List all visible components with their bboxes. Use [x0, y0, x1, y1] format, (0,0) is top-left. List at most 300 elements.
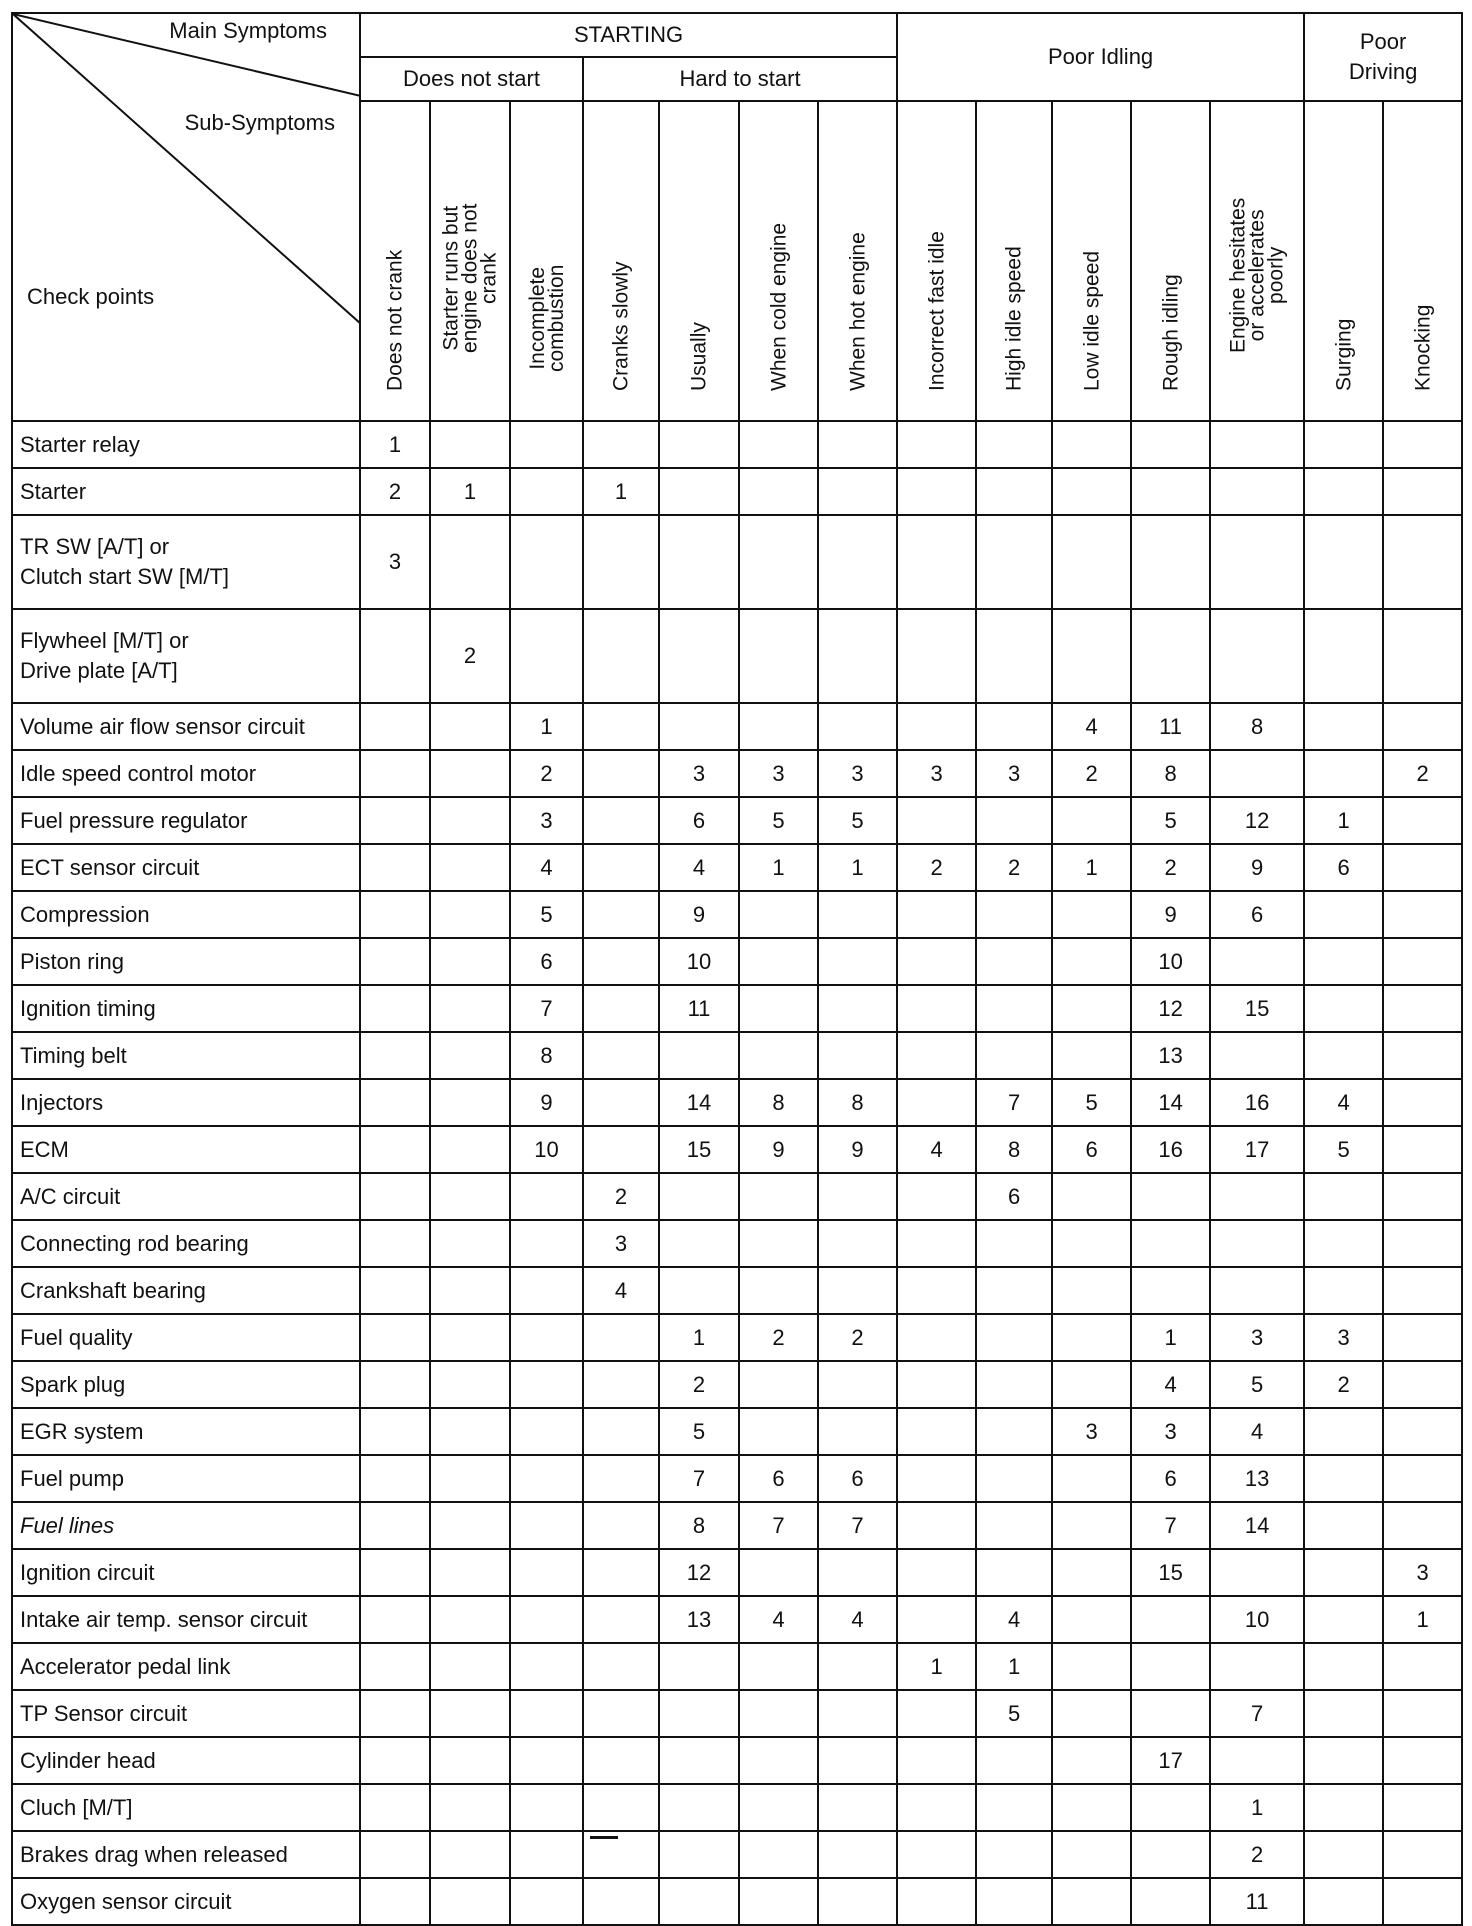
priority-cell: [583, 938, 659, 985]
priority-cell: [1383, 1361, 1462, 1408]
priority-cell: [583, 1314, 659, 1361]
priority-cell: [360, 891, 430, 938]
priority-cell: [739, 703, 818, 750]
priority-cell: 5: [1052, 1079, 1131, 1126]
priority-cell: 5: [659, 1408, 739, 1455]
priority-cell: [1210, 515, 1304, 609]
check-point-label: [12, 938, 360, 985]
check-point-line: Drive plate [A/T]: [20, 658, 178, 683]
priority-cell: [897, 891, 976, 938]
priority-cell: [430, 844, 510, 891]
check-point-label: [12, 1220, 360, 1267]
priority-cell: [976, 1878, 1052, 1925]
priority-cell: [360, 1220, 430, 1267]
sub-symptom-header: [1383, 101, 1462, 421]
check-point-line: Fuel pressure regulator: [20, 807, 248, 833]
priority-cell: [739, 468, 818, 515]
priority-cell: 15: [659, 1126, 739, 1173]
priority-cell: [1304, 515, 1383, 609]
priority-cell: 2: [739, 1314, 818, 1361]
priority-cell: [430, 1878, 510, 1925]
priority-cell: [430, 1267, 510, 1314]
priority-cell: [739, 1408, 818, 1455]
check-point-label: [12, 1314, 360, 1361]
priority-cell: [1052, 1596, 1131, 1643]
table-row: [12, 1408, 1462, 1455]
priority-cell: 8: [1131, 750, 1210, 797]
priority-cell: [818, 1032, 897, 1079]
priority-cell: 4: [818, 1596, 897, 1643]
table-row: [12, 703, 1462, 750]
priority-cell: [659, 1737, 739, 1784]
priority-cell: 3: [1131, 1408, 1210, 1455]
check-point-label: [12, 1878, 360, 1925]
priority-cell: [1131, 1643, 1210, 1690]
priority-cell: [360, 844, 430, 891]
priority-cell: [510, 1831, 583, 1878]
table-row: [12, 844, 1462, 891]
priority-cell: [1210, 421, 1304, 468]
priority-cell: [1304, 468, 1383, 515]
priority-cell: [360, 1032, 430, 1079]
priority-cell: 6: [976, 1173, 1052, 1220]
priority-cell: 12: [1131, 985, 1210, 1032]
priority-cell: 7: [739, 1502, 818, 1549]
sub-symptom-label: [383, 249, 407, 391]
priority-cell: [659, 468, 739, 515]
priority-cell: [1210, 1267, 1304, 1314]
priority-cell: [976, 1267, 1052, 1314]
priority-cell: [360, 1079, 430, 1126]
priority-cell: [583, 1502, 659, 1549]
priority-cell: [897, 1549, 976, 1596]
priority-cell: 3: [1383, 1549, 1462, 1596]
priority-cell: [360, 703, 430, 750]
priority-cell: [430, 1455, 510, 1502]
group-hard-to-start: Hard to start: [583, 57, 897, 101]
priority-cell: [659, 1267, 739, 1314]
sub-symptom-line: poorly: [1264, 246, 1288, 304]
group-poor-driving: Poor Driving: [1304, 13, 1462, 101]
priority-cell: [739, 1831, 818, 1878]
table-row: [12, 1220, 1462, 1267]
priority-cell: [818, 985, 897, 1032]
priority-cell: [510, 1173, 583, 1220]
priority-cell: [976, 468, 1052, 515]
table-row: [12, 1878, 1462, 1925]
priority-cell: [360, 1643, 430, 1690]
priority-cell: [1052, 1878, 1131, 1925]
priority-cell: 4: [739, 1596, 818, 1643]
check-point-rows: [12, 421, 1462, 1925]
priority-cell: [976, 1455, 1052, 1502]
priority-cell: [583, 891, 659, 938]
priority-cell: [583, 1032, 659, 1079]
table-row: [12, 468, 1462, 515]
priority-cell: [976, 703, 1052, 750]
priority-cell: [818, 1643, 897, 1690]
priority-cell: 8: [976, 1126, 1052, 1173]
priority-cell: [739, 985, 818, 1032]
priority-cell: [510, 1878, 583, 1925]
table-row: [12, 1267, 1462, 1314]
check-point-line: ECM: [20, 1136, 69, 1162]
priority-cell: 1: [1383, 1596, 1462, 1643]
priority-cell: [739, 1784, 818, 1831]
priority-cell: [659, 1220, 739, 1267]
priority-cell: 6: [1304, 844, 1383, 891]
priority-cell: [1052, 609, 1131, 703]
priority-cell: [739, 515, 818, 609]
priority-cell: [818, 1267, 897, 1314]
check-point-line: Intake air temp. sensor circuit: [20, 1606, 308, 1632]
priority-cell: 11: [1210, 1878, 1304, 1925]
priority-cell: 15: [1210, 985, 1304, 1032]
priority-cell: [430, 1220, 510, 1267]
priority-cell: [659, 515, 739, 609]
priority-cell: 2: [1210, 1831, 1304, 1878]
priority-cell: 5: [976, 1690, 1052, 1737]
priority-cell: [1052, 1361, 1131, 1408]
priority-cell: 2: [1383, 750, 1462, 797]
diagnosis-table: [11, 12, 1463, 1926]
check-point-line: Starter relay: [20, 431, 140, 457]
priority-cell: 14: [1210, 1502, 1304, 1549]
check-point-line: Volume air flow sensor circuit: [20, 713, 305, 739]
priority-cell: 2: [510, 750, 583, 797]
sub-symptom-line: Surging: [1332, 318, 1356, 391]
priority-cell: [1383, 1079, 1462, 1126]
priority-cell: [1383, 609, 1462, 703]
priority-cell: [897, 1079, 976, 1126]
priority-cell: [897, 1596, 976, 1643]
sub-symptom-label: [609, 261, 633, 391]
check-point-line: Fuel lines: [20, 1512, 115, 1538]
priority-cell: [659, 1643, 739, 1690]
sub-symptom-line: High idle speed: [1002, 246, 1026, 391]
priority-cell: [818, 609, 897, 703]
priority-cell: [659, 1878, 739, 1925]
priority-cell: [510, 1267, 583, 1314]
priority-cell: [1131, 1690, 1210, 1737]
sub-symptom-line: crank: [477, 252, 501, 304]
priority-cell: [897, 1784, 976, 1831]
sub-symptom-header: [1052, 101, 1131, 421]
priority-cell: [583, 1408, 659, 1455]
priority-cell: [510, 515, 583, 609]
priority-cell: [1304, 1784, 1383, 1831]
priority-cell: [1052, 1455, 1131, 1502]
priority-cell: [1383, 421, 1462, 468]
priority-cell: [1304, 703, 1383, 750]
priority-cell: [739, 421, 818, 468]
priority-cell: [510, 609, 583, 703]
priority-cell: 1: [360, 421, 430, 468]
priority-cell: [739, 609, 818, 703]
priority-cell: [1210, 1549, 1304, 1596]
priority-cell: [897, 1267, 976, 1314]
sub-symptom-header: [510, 101, 583, 421]
priority-cell: [976, 891, 1052, 938]
table-row: [12, 1549, 1462, 1596]
sub-symptom-label: [687, 322, 711, 391]
priority-cell: 3: [1304, 1314, 1383, 1361]
priority-cell: 2: [1304, 1361, 1383, 1408]
priority-cell: [1304, 1267, 1383, 1314]
priority-cell: 15: [1131, 1549, 1210, 1596]
priority-cell: 4: [583, 1267, 659, 1314]
priority-cell: 3: [1052, 1408, 1131, 1455]
priority-cell: [1383, 938, 1462, 985]
priority-cell: 8: [510, 1032, 583, 1079]
priority-cell: [818, 1220, 897, 1267]
priority-cell: [360, 1784, 430, 1831]
main-symptoms-label: Main Symptoms: [169, 18, 327, 43]
sub-symptom-line: combustion: [544, 264, 568, 372]
priority-cell: [659, 1032, 739, 1079]
priority-cell: [430, 1502, 510, 1549]
priority-cell: [1383, 797, 1462, 844]
check-point-line: Cluch [M/T]: [20, 1794, 133, 1820]
priority-cell: [583, 1361, 659, 1408]
check-point-label: [12, 1267, 360, 1314]
priority-cell: [1052, 1267, 1131, 1314]
priority-cell: [1131, 1596, 1210, 1643]
check-point-line: Accelerator pedal link: [20, 1653, 231, 1679]
table-row: [12, 421, 1462, 468]
check-point-line: Ignition circuit: [20, 1559, 155, 1585]
priority-cell: [430, 1126, 510, 1173]
sub-symptom-line: Low idle speed: [1080, 250, 1104, 391]
priority-cell: 3: [360, 515, 430, 609]
group-does-not-start: Does not start: [360, 57, 583, 101]
priority-cell: [360, 985, 430, 1032]
priority-cell: [739, 1267, 818, 1314]
priority-cell: [583, 1549, 659, 1596]
priority-cell: [1383, 468, 1462, 515]
priority-cell: [659, 703, 739, 750]
priority-cell: [818, 1784, 897, 1831]
priority-cell: [1210, 938, 1304, 985]
priority-cell: [1052, 891, 1131, 938]
priority-cell: [818, 1831, 897, 1878]
priority-cell: 6: [1210, 891, 1304, 938]
priority-cell: [818, 1361, 897, 1408]
priority-cell: 3: [976, 750, 1052, 797]
sub-symptom-label: [1080, 250, 1104, 391]
priority-cell: [659, 1690, 739, 1737]
table-row: [12, 797, 1462, 844]
priority-cell: [818, 1690, 897, 1737]
priority-cell: 6: [818, 1455, 897, 1502]
priority-cell: [1052, 1737, 1131, 1784]
priority-cell: 9: [510, 1079, 583, 1126]
check-point-line: Starter: [20, 478, 87, 504]
priority-cell: [818, 1878, 897, 1925]
check-point-line: Connecting rod bearing: [20, 1230, 249, 1256]
priority-cell: [1383, 1690, 1462, 1737]
priority-cell: [818, 468, 897, 515]
priority-cell: [1210, 1220, 1304, 1267]
priority-cell: [1052, 1831, 1131, 1878]
priority-cell: [818, 1173, 897, 1220]
priority-cell: [583, 1126, 659, 1173]
sub-symptom-line: or accelerates: [1245, 209, 1269, 342]
priority-cell: 8: [818, 1079, 897, 1126]
priority-cell: [1304, 1596, 1383, 1643]
priority-cell: [430, 1596, 510, 1643]
priority-cell: 2: [360, 468, 430, 515]
priority-cell: [818, 938, 897, 985]
check-point-label: [12, 421, 360, 468]
priority-cell: 11: [1131, 703, 1210, 750]
priority-cell: [510, 1784, 583, 1831]
sub-symptom-label: [439, 203, 501, 353]
priority-cell: [360, 1690, 430, 1737]
priority-cell: [360, 1455, 430, 1502]
priority-cell: [1383, 1784, 1462, 1831]
priority-cell: [1304, 1690, 1383, 1737]
priority-cell: 3: [583, 1220, 659, 1267]
priority-cell: [510, 1690, 583, 1737]
priority-cell: 2: [430, 609, 510, 703]
check-point-label: [12, 468, 360, 515]
priority-cell: [739, 1878, 818, 1925]
sub-symptom-header: [430, 101, 510, 421]
priority-cell: 1: [583, 468, 659, 515]
priority-cell: [430, 891, 510, 938]
priority-cell: 5: [1210, 1361, 1304, 1408]
check-point-line: Piston ring: [20, 948, 124, 974]
priority-cell: [659, 1784, 739, 1831]
priority-cell: [360, 1831, 430, 1878]
priority-cell: [897, 1502, 976, 1549]
priority-cell: [976, 1408, 1052, 1455]
priority-cell: [583, 844, 659, 891]
priority-cell: [430, 515, 510, 609]
check-point-line: Cylinder head: [20, 1747, 156, 1773]
priority-cell: [510, 1502, 583, 1549]
priority-cell: [430, 1361, 510, 1408]
priority-cell: [1304, 1878, 1383, 1925]
check-point-line: Injectors: [20, 1089, 104, 1115]
priority-cell: 3: [739, 750, 818, 797]
priority-cell: [1052, 1314, 1131, 1361]
sub-symptom-line: Rough idling: [1159, 274, 1183, 391]
priority-cell: 3: [659, 750, 739, 797]
priority-cell: [897, 1878, 976, 1925]
check-point-line: Fuel pump: [20, 1465, 124, 1491]
priority-cell: [1304, 985, 1383, 1032]
priority-cell: 13: [659, 1596, 739, 1643]
priority-cell: [1131, 1831, 1210, 1878]
priority-cell: [739, 1361, 818, 1408]
check-points-label: Check points: [27, 284, 155, 309]
priority-cell: [976, 1784, 1052, 1831]
priority-cell: [1383, 1267, 1462, 1314]
priority-cell: [1131, 609, 1210, 703]
priority-cell: [1052, 1220, 1131, 1267]
check-point-line: Compression: [20, 901, 150, 927]
priority-cell: [360, 1408, 430, 1455]
check-point-label: [12, 1126, 360, 1173]
priority-cell: 8: [659, 1502, 739, 1549]
priority-cell: [1131, 1267, 1210, 1314]
sub-symptom-header: [739, 101, 818, 421]
table-row: [12, 985, 1462, 1032]
check-point-label: [12, 985, 360, 1032]
priority-cell: [1131, 1173, 1210, 1220]
priority-cell: [976, 1502, 1052, 1549]
priority-cell: [897, 468, 976, 515]
priority-cell: 9: [818, 1126, 897, 1173]
check-point-label: [12, 1643, 360, 1690]
priority-cell: [583, 1737, 659, 1784]
priority-cell: [1304, 609, 1383, 703]
priority-cell: [1304, 1032, 1383, 1079]
priority-cell: [818, 1549, 897, 1596]
priority-cell: [1304, 891, 1383, 938]
priority-cell: 4: [897, 1126, 976, 1173]
priority-cell: [1383, 1314, 1462, 1361]
table-row: [12, 1831, 1462, 1878]
priority-cell: [1383, 1173, 1462, 1220]
priority-cell: [1304, 1455, 1383, 1502]
priority-cell: 5: [818, 797, 897, 844]
priority-cell: [1304, 1173, 1383, 1220]
priority-cell: 2: [583, 1173, 659, 1220]
priority-cell: 5: [739, 797, 818, 844]
priority-cell: [1052, 1690, 1131, 1737]
priority-cell: [430, 1079, 510, 1126]
check-point-label: [12, 1173, 360, 1220]
priority-cell: [1210, 468, 1304, 515]
priority-cell: [1052, 938, 1131, 985]
priority-cell: 4: [1304, 1079, 1383, 1126]
check-point-label: [12, 609, 360, 703]
priority-cell: [818, 891, 897, 938]
priority-cell: [897, 421, 976, 468]
table-row: [12, 1079, 1462, 1126]
priority-cell: [818, 421, 897, 468]
priority-cell: [1383, 1220, 1462, 1267]
page-mark: [590, 1836, 618, 1839]
table-row: [12, 1690, 1462, 1737]
priority-cell: 2: [897, 844, 976, 891]
priority-cell: [430, 797, 510, 844]
priority-cell: [1210, 1173, 1304, 1220]
priority-cell: 1: [818, 844, 897, 891]
priority-cell: 1: [1052, 844, 1131, 891]
priority-cell: 12: [659, 1549, 739, 1596]
priority-cell: [739, 1032, 818, 1079]
sub-symptom-line: When cold engine: [767, 222, 790, 391]
priority-cell: [897, 515, 976, 609]
priority-cell: [1383, 1643, 1462, 1690]
sub-symptom-line: Incomplete: [525, 266, 549, 370]
priority-cell: 5: [1304, 1126, 1383, 1173]
check-point-label: [12, 1549, 360, 1596]
priority-cell: [976, 1361, 1052, 1408]
sub-symptom-line: Knocking: [1411, 304, 1435, 391]
priority-cell: 2: [818, 1314, 897, 1361]
priority-cell: [360, 609, 430, 703]
sub-symptom-line: Engine hesitates: [1226, 197, 1250, 353]
priority-cell: [976, 421, 1052, 468]
priority-cell: [583, 609, 659, 703]
priority-cell: 1: [976, 1643, 1052, 1690]
priority-cell: [897, 985, 976, 1032]
